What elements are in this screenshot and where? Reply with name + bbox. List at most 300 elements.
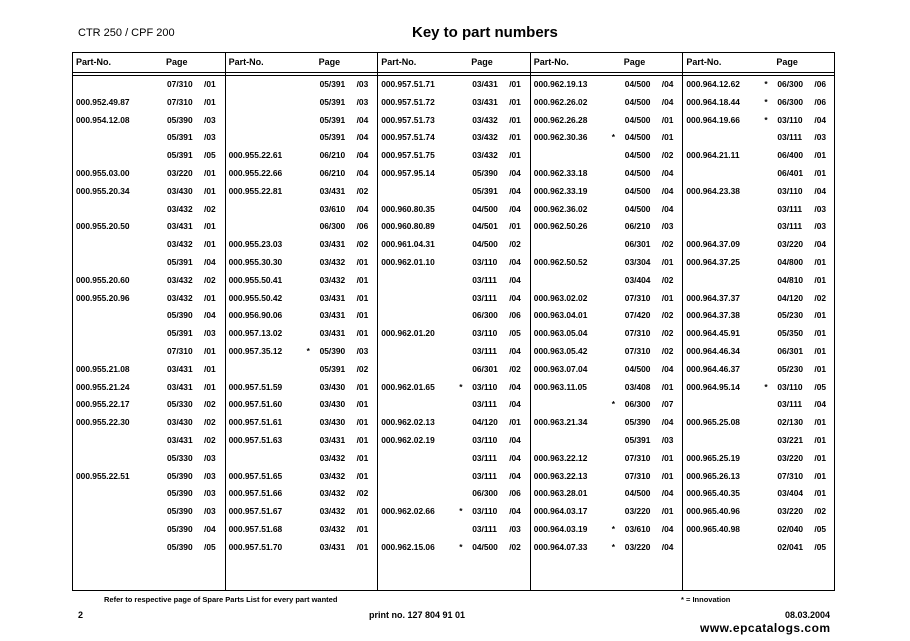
position-ref: /04 — [661, 185, 674, 196]
page-ref: 03/431 — [167, 435, 193, 445]
table-row — [73, 471, 226, 489]
table-row — [378, 310, 531, 328]
table-row — [683, 150, 836, 168]
page-ref: 03/110 — [777, 114, 803, 125]
page-ref: 04/500 — [624, 185, 651, 196]
page-ref: 05/230 — [777, 363, 804, 374]
position-ref: /01 — [814, 363, 827, 374]
table-row — [378, 382, 531, 400]
position-ref: /01 — [356, 310, 369, 321]
position-ref: /07 — [661, 399, 674, 410]
position-ref: /02 — [204, 417, 216, 428]
part-number: 000.962.50.52 — [533, 257, 588, 267]
position-ref: /03 — [204, 488, 216, 499]
page-ref: 04/500 — [472, 239, 498, 250]
part-number: 000.962.33.18 — [533, 168, 588, 178]
page-ref: 03/304 — [624, 257, 651, 267]
page-ref: 03/220 — [624, 541, 651, 552]
part-number: 000.957.51.73 — [381, 114, 435, 125]
table-row — [378, 542, 531, 560]
position-ref: /04 — [814, 399, 827, 410]
page-ref: 03/110 — [472, 435, 498, 445]
page-ref: 04/120 — [777, 292, 804, 303]
position-ref: /02 — [356, 185, 369, 196]
page-ref: 03/110 — [777, 381, 803, 392]
position-ref: /01 — [814, 452, 827, 463]
part-number: 000.964.46.37 — [686, 363, 740, 374]
table-row — [531, 364, 684, 382]
part-number: 000.963.05.04 — [533, 328, 588, 339]
table-row — [683, 79, 836, 97]
page-ref: 07/310 — [167, 346, 193, 356]
table-row — [531, 257, 684, 275]
watermark-url: www.epcatalogs.com — [700, 621, 831, 635]
page-ref: 07/310 — [777, 470, 804, 481]
table-row — [73, 364, 226, 382]
table-row — [683, 97, 836, 115]
part-number: 000.965.26.13 — [686, 470, 740, 481]
table-row — [73, 186, 226, 204]
position-ref: /01 — [356, 435, 369, 445]
table-row — [226, 364, 379, 382]
table-row — [73, 382, 226, 400]
innovation-marker: * — [459, 541, 463, 552]
page-ref: 06/300 — [777, 96, 804, 107]
part-number: 000.955.22.30 — [76, 417, 130, 428]
position-ref: /01 — [661, 452, 674, 463]
page-ref: 05/391 — [319, 132, 346, 143]
position-ref: /06 — [509, 310, 521, 321]
position-ref: /04 — [509, 435, 521, 445]
position-ref: /02 — [661, 328, 674, 339]
table-row — [683, 417, 836, 435]
part-number: 000.955.21.08 — [76, 363, 130, 374]
table-row — [531, 471, 684, 489]
part-number: 000.964.18.44 — [686, 96, 740, 107]
table-row — [378, 506, 531, 524]
page-ref: 02/130 — [777, 417, 804, 428]
table-row — [683, 435, 836, 453]
part-number: 000.955.20.96 — [76, 292, 130, 303]
page-ref: 05/391 — [319, 114, 346, 125]
page-ref: 03/110 — [472, 381, 498, 392]
page-ref: 06/301 — [624, 239, 651, 250]
page-ref: 05/390 — [167, 114, 193, 125]
part-number: 000.955.03.00 — [76, 168, 130, 178]
part-number: 000.964.95.14 — [686, 381, 740, 392]
page-ref: 06/400 — [777, 150, 804, 161]
part-number: 000.964.21.11 — [686, 150, 740, 161]
position-ref: /04 — [204, 257, 216, 267]
part-number: 000.962.33.19 — [533, 185, 588, 196]
page-ref: 03/221 — [777, 435, 804, 445]
table-row — [73, 399, 226, 417]
part-number: 000.963.02.02 — [533, 292, 588, 303]
part-number: 000.964.37.38 — [686, 310, 740, 321]
page-ref: 04/500 — [624, 132, 651, 143]
table-row — [73, 417, 226, 435]
table-row — [226, 132, 379, 150]
part-number: 000.962.01.65 — [381, 381, 435, 392]
page-ref: 05/391 — [472, 185, 498, 196]
table-row — [226, 186, 379, 204]
table-row — [683, 168, 836, 186]
position-ref: /04 — [356, 168, 369, 178]
table-row — [226, 382, 379, 400]
page-ref: 06/300 — [319, 221, 346, 232]
table-row — [73, 506, 226, 524]
position-ref: /04 — [509, 381, 521, 392]
position-ref: /04 — [356, 114, 369, 125]
table-row — [226, 399, 379, 417]
table-row — [683, 471, 836, 489]
part-number: 000.957.51.67 — [228, 506, 283, 517]
page-ref: 03/432 — [167, 239, 193, 250]
page-ref: 06/210 — [319, 150, 346, 161]
page-number: 2 — [78, 610, 84, 620]
part-number: 000.957.51.63 — [228, 435, 283, 445]
page-ref: 03/610 — [624, 524, 651, 534]
part-number: 000.952.49.87 — [76, 96, 130, 107]
part-number: 000.962.26.28 — [533, 114, 588, 125]
innovation-marker: * — [611, 399, 616, 410]
position-ref: /04 — [356, 203, 369, 214]
page-ref: 05/390 — [167, 488, 193, 499]
header-divider-double — [73, 75, 834, 76]
position-ref: /04 — [661, 524, 674, 534]
table-row — [683, 186, 836, 204]
table-row — [73, 435, 226, 453]
innovation-marker: * — [611, 541, 616, 552]
position-ref: /01 — [356, 328, 369, 339]
page-ref: 06/401 — [777, 168, 804, 178]
part-number: 000.957.51.61 — [228, 417, 283, 428]
table-row — [531, 453, 684, 471]
table-row — [378, 524, 531, 542]
page-ref: 03/432 — [319, 506, 346, 517]
table-row — [73, 257, 226, 275]
part-number: 000.962.30.36 — [533, 132, 588, 143]
table-row — [531, 132, 684, 150]
position-ref: /03 — [204, 132, 216, 143]
part-number: 000.964.23.38 — [686, 185, 740, 196]
part-no-header: Part-No. — [76, 57, 112, 67]
page-ref: 05/390 — [167, 470, 193, 481]
position-ref: /04 — [509, 168, 521, 178]
position-ref: /04 — [204, 310, 216, 321]
table-row — [683, 239, 836, 257]
page-ref: 04/810 — [777, 274, 804, 285]
position-ref: /01 — [661, 257, 674, 267]
table-row — [683, 524, 836, 542]
table-row — [378, 132, 531, 150]
position-ref: /02 — [661, 310, 674, 321]
position-ref: /01 — [356, 541, 369, 552]
table-row — [378, 453, 531, 471]
part-number: 000.964.37.25 — [686, 257, 740, 267]
part-number: 000.960.80.35 — [381, 203, 435, 214]
position-ref: /01 — [814, 150, 827, 161]
position-ref: /05 — [814, 524, 827, 534]
position-ref: /03 — [204, 506, 216, 517]
part-no-header: Part-No. — [228, 57, 264, 67]
page-ref: 07/310 — [167, 96, 193, 107]
part-number: 000.964.03.19 — [533, 524, 588, 534]
parts-table — [72, 52, 835, 591]
page-ref: 03/110 — [472, 328, 498, 339]
page-ref: 03/408 — [624, 381, 651, 392]
page-ref: 03/111 — [472, 292, 497, 303]
page-ref: 06/301 — [777, 346, 804, 356]
table-row — [73, 168, 226, 186]
page-ref: 06/300 — [472, 488, 498, 499]
part-number: 000.955.50.41 — [228, 274, 283, 285]
part-number: 000.955.22.61 — [228, 150, 283, 161]
position-ref: /02 — [204, 435, 216, 445]
innovation-marker: * — [611, 524, 616, 534]
position-ref: /04 — [509, 399, 521, 410]
table-row — [226, 221, 379, 239]
page-ref: 03/431 — [319, 541, 346, 552]
page-ref: 03/111 — [777, 399, 803, 410]
position-ref: /03 — [204, 470, 216, 481]
position-ref: /01 — [814, 488, 827, 499]
position-ref: /01 — [814, 310, 827, 321]
part-number: 000.957.51.68 — [228, 524, 283, 534]
position-ref: /01 — [204, 221, 216, 232]
page-ref: 03/431 — [167, 363, 193, 374]
position-ref: /01 — [509, 96, 521, 107]
part-number: 000.957.51.59 — [228, 381, 283, 392]
table-row — [531, 382, 684, 400]
table-row — [683, 488, 836, 506]
position-ref: /04 — [814, 185, 827, 196]
position-ref: /01 — [356, 506, 369, 517]
page-ref: 03/432 — [472, 132, 498, 143]
position-ref: /02 — [814, 292, 827, 303]
table-row — [73, 221, 226, 239]
position-ref: /01 — [356, 274, 369, 285]
part-number: 000.955.22.66 — [228, 168, 283, 178]
page-ref: 03/430 — [167, 417, 193, 428]
page-ref: 04/500 — [624, 79, 651, 89]
part-number: 000.957.51.75 — [381, 150, 435, 161]
table-row — [378, 488, 531, 506]
page-ref: 03/111 — [777, 203, 803, 214]
page-title: Key to part numbers — [412, 24, 558, 41]
page-ref: 03/431 — [167, 381, 193, 392]
page-ref: 03/432 — [167, 203, 193, 214]
part-number: 000.962.15.06 — [381, 541, 435, 552]
part-number: 000.955.22.51 — [76, 470, 130, 481]
part-number: 000.957.51.60 — [228, 399, 283, 410]
position-ref: /01 — [814, 168, 827, 178]
position-ref: /01 — [661, 114, 674, 125]
position-ref: /02 — [204, 203, 216, 214]
table-row — [226, 471, 379, 489]
page-ref: 03/220 — [777, 239, 804, 250]
position-ref: /04 — [509, 292, 521, 303]
page-ref: 05/391 — [319, 79, 346, 89]
page-ref: 03/111 — [472, 346, 497, 356]
table-row — [378, 346, 531, 364]
print-number: print no. 127 804 91 01 — [369, 610, 466, 620]
position-ref: /04 — [661, 79, 674, 89]
part-no-header: Part-No. — [381, 57, 417, 67]
table-row — [531, 239, 684, 257]
page-ref: 07/310 — [624, 470, 651, 481]
table-row — [378, 168, 531, 186]
part-number: 000.957.51.72 — [381, 96, 435, 107]
table-row — [531, 435, 684, 453]
part-number: 000.962.01.10 — [381, 257, 435, 267]
page-ref: 03/111 — [777, 132, 803, 143]
part-number: 000.955.22.81 — [228, 185, 283, 196]
page-ref: 03/431 — [167, 221, 193, 232]
table-row — [226, 97, 379, 115]
position-ref: /03 — [204, 452, 216, 463]
innovation-marker: * — [764, 79, 768, 89]
page-ref: 03/430 — [319, 417, 346, 428]
position-ref: /04 — [661, 168, 674, 178]
part-number: 000.964.03.17 — [533, 506, 588, 517]
page-ref: 03/432 — [472, 114, 498, 125]
page-ref: 03/110 — [472, 257, 498, 267]
page-ref: 03/431 — [319, 292, 346, 303]
position-ref: /01 — [356, 524, 369, 534]
part-number: 000.962.02.13 — [381, 417, 435, 428]
part-number: 000.957.51.66 — [228, 488, 283, 499]
part-number: 000.963.11.05 — [533, 381, 587, 392]
innovation-marker: * — [764, 114, 768, 125]
table-row — [531, 115, 684, 133]
page-ref: 03/431 — [472, 96, 498, 107]
page-ref: 03/430 — [319, 381, 346, 392]
table-row — [226, 328, 379, 346]
position-ref: /02 — [204, 274, 216, 285]
position-ref: /03 — [814, 203, 827, 214]
position-ref: /01 — [814, 435, 827, 445]
position-ref: /03 — [814, 221, 827, 232]
position-ref: /04 — [661, 96, 674, 107]
page-ref: 03/111 — [472, 452, 497, 463]
part-number: 000.964.19.66 — [686, 114, 740, 125]
page-header: Page — [623, 57, 646, 67]
part-number: 000.957.51.71 — [381, 79, 435, 89]
table-row — [683, 257, 836, 275]
page-ref: 06/300 — [472, 310, 498, 321]
part-number: 000.965.40.35 — [686, 488, 740, 499]
page-ref: 05/390 — [319, 346, 346, 356]
table-row — [73, 453, 226, 471]
table-row — [73, 204, 226, 222]
footer-note: Refer to respective page of Spare Parts List for every part wanted — [104, 595, 338, 604]
table-row — [378, 221, 531, 239]
table-row — [378, 471, 531, 489]
table-row — [226, 115, 379, 133]
part-number: 000.964.45.91 — [686, 328, 740, 339]
page-ref: 06/210 — [319, 168, 346, 178]
page-ref: 05/230 — [777, 310, 804, 321]
table-row — [226, 524, 379, 542]
position-ref: /01 — [509, 221, 521, 232]
position-ref: /01 — [204, 185, 216, 196]
page-ref: 03/431 — [319, 328, 346, 339]
position-ref: /04 — [661, 417, 674, 428]
position-ref: /01 — [356, 399, 369, 410]
table-row — [683, 221, 836, 239]
position-ref: /06 — [814, 96, 827, 107]
part-number: 000.957.51.65 — [228, 470, 283, 481]
page-ref: 05/390 — [167, 310, 193, 321]
innovation-marker: * — [764, 381, 768, 392]
page-ref: 03/432 — [319, 452, 346, 463]
page-ref: 05/330 — [167, 452, 193, 463]
position-ref: /01 — [814, 328, 827, 339]
table-row — [226, 150, 379, 168]
part-number: 000.963.05.42 — [533, 346, 588, 356]
page-ref: 05/390 — [167, 506, 193, 517]
table-row — [683, 542, 836, 560]
part-number: 000.965.40.96 — [686, 506, 740, 517]
part-number: 000.957.35.12 — [228, 346, 283, 356]
page-ref: 03/220 — [167, 168, 193, 178]
table-row — [378, 186, 531, 204]
part-number: 000.965.25.08 — [686, 417, 740, 428]
page-ref: 03/430 — [167, 185, 193, 196]
page-ref: 03/432 — [319, 470, 346, 481]
table-row — [531, 506, 684, 524]
position-ref: /03 — [661, 435, 674, 445]
part-number: 000.957.13.02 — [228, 328, 283, 339]
part-number: 000.955.20.34 — [76, 185, 130, 196]
table-row — [531, 79, 684, 97]
page-ref: 07/420 — [624, 310, 651, 321]
page-ref: 03/432 — [319, 274, 346, 285]
position-ref: /04 — [814, 114, 827, 125]
table-row — [378, 79, 531, 97]
page-ref: 06/300 — [777, 79, 804, 89]
table-row — [531, 310, 684, 328]
table-row — [531, 328, 684, 346]
table-row — [531, 168, 684, 186]
table-row — [73, 293, 226, 311]
part-number: 000.964.12.62 — [686, 79, 740, 89]
table-row — [226, 293, 379, 311]
table-row — [531, 275, 684, 293]
table-row — [378, 364, 531, 382]
innovation-legend: * = Innovation — [681, 595, 731, 604]
position-ref: /02 — [661, 346, 674, 356]
page-ref: 07/310 — [624, 328, 651, 339]
position-ref: /02 — [509, 541, 521, 552]
table-row — [378, 399, 531, 417]
table-row — [226, 275, 379, 293]
table-row — [378, 239, 531, 257]
position-ref: /01 — [356, 470, 369, 481]
page-ref: 07/310 — [624, 346, 651, 356]
page-ref: 05/390 — [167, 541, 193, 552]
page-ref: 03/111 — [777, 221, 803, 232]
table-row — [683, 453, 836, 471]
table-row — [226, 168, 379, 186]
page-ref: 03/111 — [472, 524, 497, 534]
position-ref: /01 — [509, 150, 521, 161]
page-ref: 04/500 — [624, 96, 651, 107]
table-row — [378, 115, 531, 133]
page-ref: 03/404 — [777, 488, 804, 499]
position-ref: /04 — [509, 506, 521, 517]
